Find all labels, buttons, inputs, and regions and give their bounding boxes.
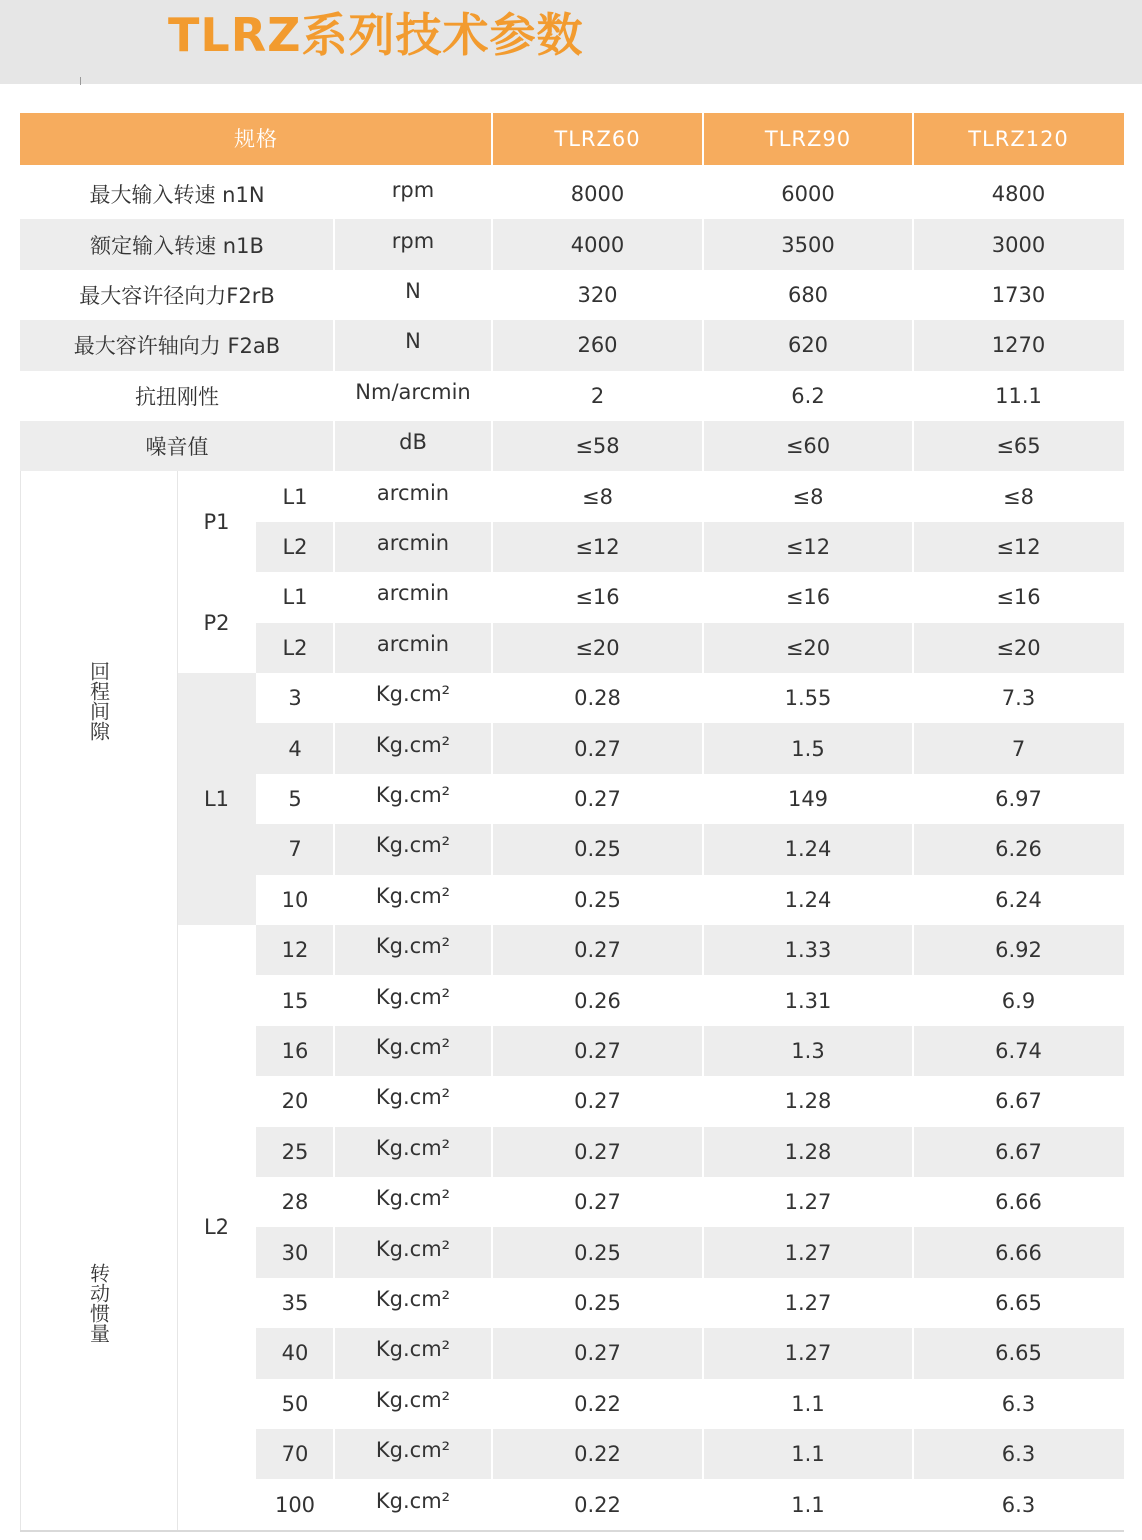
- row-value: 6.26: [913, 824, 1124, 874]
- row-value: ≤58: [492, 421, 703, 471]
- column-divider: [912, 471, 914, 521]
- column-divider: [491, 623, 493, 673]
- column-divider: [491, 1328, 493, 1378]
- row-value: 0.27: [492, 925, 703, 975]
- column-divider: [491, 1429, 493, 1479]
- row-value: 1.27: [703, 1278, 913, 1328]
- column-divider: [491, 1479, 493, 1529]
- row-value: 1.3: [703, 1026, 913, 1076]
- column-divider: [333, 975, 335, 1025]
- row-value: ≤20: [913, 623, 1124, 673]
- row-value: 7.3: [913, 673, 1124, 723]
- column-divider: [333, 1127, 335, 1177]
- stage-cell: L2: [256, 522, 334, 572]
- column-divider: [333, 1479, 335, 1529]
- subgroup-label: P2: [177, 572, 256, 673]
- column-divider: [491, 1026, 493, 1076]
- column-divider: [333, 875, 335, 925]
- group-label-backlash: 回程间隙: [86, 661, 111, 742]
- column-divider: [491, 471, 493, 521]
- header-spec: 规格: [20, 113, 492, 165]
- column-divider: [491, 371, 493, 421]
- row-unit: Kg.cm²: [334, 1177, 492, 1227]
- column-divider: [702, 824, 704, 874]
- row-value: 6.2: [703, 371, 913, 421]
- column-divider: [912, 421, 914, 471]
- column-divider: [333, 1227, 335, 1277]
- row-value: 0.26: [492, 975, 703, 1025]
- row-unit: Kg.cm²: [334, 975, 492, 1025]
- column-divider: [333, 925, 335, 975]
- row-value: 1.1: [703, 1479, 913, 1529]
- column-divider: [491, 875, 493, 925]
- row-value: 6.24: [913, 875, 1124, 925]
- column-divider: [333, 824, 335, 874]
- row-value: 6.3: [913, 1479, 1124, 1529]
- column-divider: [333, 471, 335, 521]
- column-divider: [491, 320, 493, 370]
- row-value: 0.27: [492, 1026, 703, 1076]
- row-label: 噪音值: [20, 421, 334, 471]
- column-divider: [702, 1127, 704, 1177]
- column-divider: [491, 723, 493, 773]
- row-value: ≤12: [492, 522, 703, 572]
- column-divider: [333, 371, 335, 421]
- column-divider: [912, 113, 914, 165]
- row-unit: N: [334, 320, 492, 370]
- row-value: 1.28: [703, 1076, 913, 1126]
- column-divider: [333, 1328, 335, 1378]
- column-divider: [912, 1429, 914, 1479]
- table-bottom-rule: [20, 1530, 1124, 1532]
- column-divider: [702, 1026, 704, 1076]
- row-value: 1270: [913, 320, 1124, 370]
- column-divider: [702, 1227, 704, 1277]
- row-value: 0.22: [492, 1479, 703, 1529]
- row-label: 抗扭刚性: [20, 371, 334, 421]
- row-value: 0.25: [492, 875, 703, 925]
- row-value: 7: [913, 723, 1124, 773]
- column-divider: [702, 1278, 704, 1328]
- row-value: ≤8: [703, 471, 913, 521]
- row-value: 1.31: [703, 975, 913, 1025]
- column-divider: [333, 623, 335, 673]
- column-divider: [702, 169, 704, 219]
- column-divider: [491, 522, 493, 572]
- column-divider: [912, 572, 914, 622]
- ratio-cell: 10: [256, 875, 334, 925]
- column-divider: [702, 975, 704, 1025]
- row-value: 11.1: [913, 371, 1124, 421]
- row-value: ≤12: [703, 522, 913, 572]
- column-divider: [912, 1177, 914, 1227]
- column-divider: [491, 270, 493, 320]
- row-value: 4000: [492, 219, 703, 269]
- column-divider: [912, 623, 914, 673]
- row-value: 1.27: [703, 1177, 913, 1227]
- row-unit: dB: [334, 421, 492, 471]
- row-value: 6.66: [913, 1227, 1124, 1277]
- row-unit: Kg.cm²: [334, 1479, 492, 1529]
- row-unit: Kg.cm²: [334, 1127, 492, 1177]
- row-value: 1.27: [703, 1227, 913, 1277]
- header-model: TLRZ60: [492, 113, 703, 165]
- column-divider: [333, 1076, 335, 1126]
- row-unit: rpm: [334, 219, 492, 269]
- ratio-cell: 12: [256, 925, 334, 975]
- stage-cell: L1: [256, 471, 334, 521]
- column-divider: [912, 320, 914, 370]
- column-divider: [491, 421, 493, 471]
- row-value: 1.28: [703, 1127, 913, 1177]
- column-divider: [491, 824, 493, 874]
- row-unit: Kg.cm²: [334, 1227, 492, 1277]
- group-label-inertia: 转动惯量: [86, 1263, 111, 1343]
- ratio-cell: 35: [256, 1278, 334, 1328]
- column-divider: [333, 1177, 335, 1227]
- column-divider: [702, 774, 704, 824]
- row-unit: arcmin: [334, 623, 492, 673]
- column-divider: [912, 219, 914, 269]
- row-value: ≤60: [703, 421, 913, 471]
- column-divider: [333, 219, 335, 269]
- ratio-cell: 15: [256, 975, 334, 1025]
- column-divider: [333, 169, 335, 219]
- ratio-cell: 70: [256, 1429, 334, 1479]
- header-model: TLRZ90: [703, 113, 913, 165]
- row-value: 6.66: [913, 1177, 1124, 1227]
- row-value: 0.27: [492, 1076, 703, 1126]
- ratio-cell: 50: [256, 1379, 334, 1429]
- column-divider: [333, 1429, 335, 1479]
- column-divider: [702, 1177, 704, 1227]
- column-divider: [702, 270, 704, 320]
- row-value: 6000: [703, 169, 913, 219]
- row-unit: Kg.cm²: [334, 1429, 492, 1479]
- row-value: ≤16: [703, 572, 913, 622]
- column-divider: [912, 673, 914, 723]
- column-divider: [912, 1479, 914, 1529]
- row-value: ≤16: [913, 572, 1124, 622]
- column-divider: [491, 1177, 493, 1227]
- column-divider: [491, 219, 493, 269]
- row-label: 最大输入转速 n1N: [20, 169, 334, 219]
- row-value: 1730: [913, 270, 1124, 320]
- ratio-cell: 20: [256, 1076, 334, 1126]
- column-divider: [912, 1278, 914, 1328]
- column-divider: [702, 113, 704, 165]
- row-unit: Kg.cm²: [334, 774, 492, 824]
- row-value: 4800: [913, 169, 1124, 219]
- row-value: 680: [703, 270, 913, 320]
- row-unit: Kg.cm²: [334, 723, 492, 773]
- column-divider: [912, 1328, 914, 1378]
- row-value: 6.65: [913, 1328, 1124, 1378]
- column-divider: [333, 270, 335, 320]
- row-value: 1.1: [703, 1379, 913, 1429]
- row-value: 3000: [913, 219, 1124, 269]
- column-divider: [333, 1278, 335, 1328]
- column-divider: [702, 1429, 704, 1479]
- column-divider: [491, 673, 493, 723]
- column-divider: [702, 723, 704, 773]
- column-divider: [702, 1076, 704, 1126]
- row-value: 1.55: [703, 673, 913, 723]
- row-unit: Kg.cm²: [334, 824, 492, 874]
- row-value: 0.25: [492, 1278, 703, 1328]
- column-divider: [333, 1026, 335, 1076]
- row-unit: Kg.cm²: [334, 1026, 492, 1076]
- column-divider: [912, 774, 914, 824]
- row-value: 1.24: [703, 824, 913, 874]
- ratio-cell: 28: [256, 1177, 334, 1227]
- row-value: 620: [703, 320, 913, 370]
- ratio-cell: 100: [256, 1479, 334, 1529]
- row-label: 额定输入转速 n1B: [20, 219, 334, 269]
- header-model: TLRZ120: [913, 113, 1124, 165]
- column-divider: [912, 1379, 914, 1429]
- column-divider: [702, 1379, 704, 1429]
- table-left-border: [20, 471, 21, 1529]
- column-divider: [912, 875, 914, 925]
- column-divider: [912, 169, 914, 219]
- column-divider: [491, 975, 493, 1025]
- row-value: ≤20: [492, 623, 703, 673]
- column-divider: [702, 875, 704, 925]
- row-value: 6.3: [913, 1429, 1124, 1479]
- spec-table: [20, 113, 1124, 1531]
- row-value: 1.24: [703, 875, 913, 925]
- column-divider: [702, 673, 704, 723]
- row-value: ≤8: [913, 471, 1124, 521]
- row-value: 6.67: [913, 1076, 1124, 1126]
- column-divider: [333, 522, 335, 572]
- row-unit: Kg.cm²: [334, 1278, 492, 1328]
- row-value: 0.28: [492, 673, 703, 723]
- column-divider: [177, 471, 178, 1529]
- column-divider: [912, 824, 914, 874]
- column-divider: [491, 113, 493, 165]
- row-value: 6.3: [913, 1379, 1124, 1429]
- subgroup-label: L1: [177, 673, 256, 925]
- row-value: 1.33: [703, 925, 913, 975]
- column-divider: [912, 925, 914, 975]
- column-divider: [912, 1227, 914, 1277]
- row-value: 2: [492, 371, 703, 421]
- column-divider: [702, 572, 704, 622]
- column-divider: [702, 320, 704, 370]
- column-divider: [333, 572, 335, 622]
- row-unit: Kg.cm²: [334, 1379, 492, 1429]
- row-unit: Kg.cm²: [334, 875, 492, 925]
- column-divider: [912, 975, 914, 1025]
- column-divider: [702, 471, 704, 521]
- row-unit: N: [334, 270, 492, 320]
- column-divider: [491, 1227, 493, 1277]
- ratio-cell: 30: [256, 1227, 334, 1277]
- row-unit: Kg.cm²: [334, 673, 492, 723]
- column-divider: [702, 421, 704, 471]
- row-value: 0.27: [492, 1177, 703, 1227]
- ratio-cell: 7: [256, 824, 334, 874]
- ratio-cell: 25: [256, 1127, 334, 1177]
- column-divider: [333, 723, 335, 773]
- row-value: 0.27: [492, 1127, 703, 1177]
- row-value: 3500: [703, 219, 913, 269]
- ratio-cell: 3: [256, 673, 334, 723]
- column-divider: [333, 774, 335, 824]
- subgroup-label: L2: [177, 925, 256, 1530]
- row-value: 6.97: [913, 774, 1124, 824]
- row-unit: Kg.cm²: [334, 1076, 492, 1126]
- stage-cell: L1: [256, 572, 334, 622]
- column-divider: [702, 623, 704, 673]
- column-divider: [491, 774, 493, 824]
- row-label: 最大容许轴向力 F2aB: [20, 320, 334, 370]
- divider: [80, 77, 81, 85]
- row-value: 149: [703, 774, 913, 824]
- row-value: 0.25: [492, 1227, 703, 1277]
- row-value: 0.22: [492, 1379, 703, 1429]
- row-unit: arcmin: [334, 572, 492, 622]
- row-value: 0.27: [492, 774, 703, 824]
- column-divider: [912, 1076, 914, 1126]
- ratio-cell: 5: [256, 774, 334, 824]
- column-divider: [912, 371, 914, 421]
- column-divider: [491, 572, 493, 622]
- column-divider: [702, 522, 704, 572]
- row-value: ≤8: [492, 471, 703, 521]
- row-value: 8000: [492, 169, 703, 219]
- column-divider: [702, 219, 704, 269]
- row-value: ≤20: [703, 623, 913, 673]
- subgroup-label: P1: [177, 471, 256, 572]
- row-value: 260: [492, 320, 703, 370]
- stage-cell: L2: [256, 623, 334, 673]
- column-divider: [912, 1026, 914, 1076]
- column-divider: [491, 1379, 493, 1429]
- row-value: 0.22: [492, 1429, 703, 1479]
- row-unit: Kg.cm²: [334, 1328, 492, 1378]
- row-label: 最大容许径向力F2rB: [20, 270, 334, 320]
- row-value: 1.27: [703, 1328, 913, 1378]
- row-unit: rpm: [334, 169, 492, 219]
- column-divider: [333, 320, 335, 370]
- row-value: 6.65: [913, 1278, 1124, 1328]
- row-unit: Kg.cm²: [334, 925, 492, 975]
- row-unit: arcmin: [334, 471, 492, 521]
- column-divider: [491, 925, 493, 975]
- row-value: ≤12: [913, 522, 1124, 572]
- column-divider: [333, 421, 335, 471]
- column-divider: [491, 1127, 493, 1177]
- row-value: 1.5: [703, 723, 913, 773]
- column-divider: [702, 925, 704, 975]
- row-value: 0.25: [492, 824, 703, 874]
- row-unit: arcmin: [334, 522, 492, 572]
- row-value: ≤65: [913, 421, 1124, 471]
- row-value: 1.1: [703, 1429, 913, 1479]
- column-divider: [702, 1479, 704, 1529]
- row-value: 6.67: [913, 1127, 1124, 1177]
- row-value: 0.27: [492, 1328, 703, 1378]
- column-divider: [702, 1328, 704, 1378]
- row-value: 6.92: [913, 925, 1124, 975]
- column-divider: [491, 1076, 493, 1126]
- column-divider: [491, 169, 493, 219]
- page-title: TLRZ系列技术参数: [168, 8, 584, 62]
- row-unit: Nm/arcmin: [334, 371, 492, 421]
- column-divider: [912, 1127, 914, 1177]
- column-divider: [912, 522, 914, 572]
- column-divider: [333, 673, 335, 723]
- row-value: ≤16: [492, 572, 703, 622]
- column-divider: [702, 371, 704, 421]
- column-divider: [333, 1379, 335, 1429]
- column-divider: [491, 1278, 493, 1328]
- row-value: 6.74: [913, 1026, 1124, 1076]
- ratio-cell: 16: [256, 1026, 334, 1076]
- row-value: 6.9: [913, 975, 1124, 1025]
- ratio-cell: 40: [256, 1328, 334, 1378]
- column-divider: [912, 270, 914, 320]
- ratio-cell: 4: [256, 723, 334, 773]
- column-divider: [912, 723, 914, 773]
- row-value: 0.27: [492, 723, 703, 773]
- row-value: 320: [492, 270, 703, 320]
